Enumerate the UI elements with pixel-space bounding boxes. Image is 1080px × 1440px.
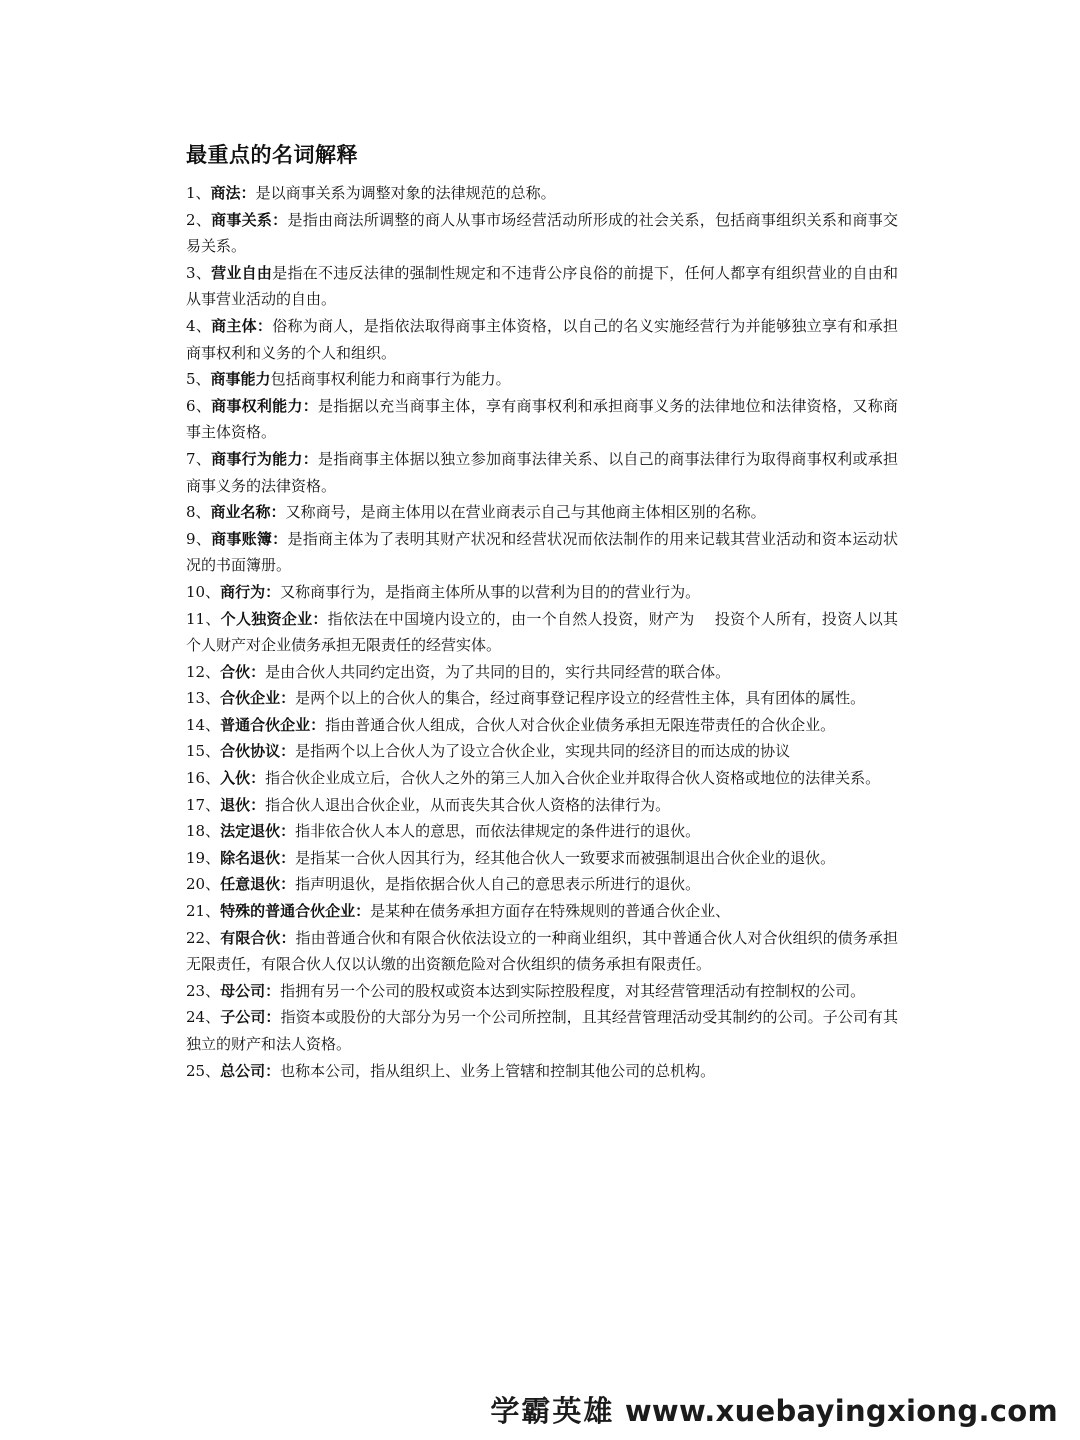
item-number: 7、 (186, 449, 212, 468)
definition-item (186, 579, 898, 606)
item-number: 11、 (186, 609, 221, 628)
item-definition: 指拥有另一个公司的股权或资本达到实际控股程度，对其经营管理活动有控制权的公司。 (280, 981, 866, 1000)
item-definition: 指合伙人退出合伙企业，从而丧失其合伙人资格的法律行为。 (265, 795, 671, 814)
item-term: 子公司： (220, 1008, 281, 1027)
item-number: 6、 (186, 396, 212, 415)
item-definition: 也称本公司，指从组织上、业务上管辖和控制其他公司的总机构。 (280, 1061, 716, 1080)
item-term: 商法： (210, 184, 256, 202)
item-definition: 又称商号，是商主体用以在营业商表示自己与其他商主体相区别的名称。 (285, 503, 766, 522)
definition-item (186, 925, 898, 978)
item-term: 商业名称： (210, 503, 286, 522)
item-number: 8、 (186, 503, 211, 522)
item-term: 商事权利能力： (211, 396, 318, 415)
item-number: 18、 (186, 822, 221, 841)
item-term: 特殊的普通合伙企业： (220, 902, 371, 921)
item-number: 20、 (186, 875, 221, 894)
definition-item (186, 978, 898, 1005)
item-number: 1、 (186, 184, 211, 202)
item-term: 有限合伙： (220, 928, 296, 947)
item-definition: 又称商事行为，是指商主体所从事的以营利为目的的营业行为。 (280, 582, 701, 601)
item-definition: 指依法在中国境内设立的，由一个自然人投资，财产为 投资个人所有，投资人以其个人财产对企业债务承担无限责任的经营实体。 (186, 609, 898, 655)
item-definition: 是两个以上的合伙人的集合，经过商事登记程序设立的经营性主体，具有团体的属性。 (295, 689, 866, 708)
item-definition: 是某种在债务承担方面存在特殊规则的普通合伙企业、 (370, 902, 731, 921)
item-term: 商行为： (220, 582, 281, 601)
item-definition: 是指某一合伙人因其行为，经其他合伙人一致要求而被强制退出合伙企业的退伙。 (295, 848, 836, 867)
item-number: 16、 (186, 769, 221, 788)
definition-item (186, 446, 898, 499)
definition-item (186, 659, 898, 686)
definition-item (186, 765, 898, 792)
item-term: 合伙企业： (220, 689, 296, 708)
definition-item (186, 207, 898, 260)
definition-item (186, 1058, 898, 1085)
item-term: 商事账簿： (211, 529, 288, 548)
definition-item (186, 871, 898, 898)
item-number: 9、 (186, 529, 212, 548)
item-definition: 是指商主体为了表明其财产状况和经营状况而依法制作的用来记载其营业活动和资本运动状况的书面簿册。 (186, 529, 898, 575)
definition-item (186, 1004, 898, 1057)
definition-item (186, 393, 898, 446)
item-number: 23、 (186, 981, 221, 1000)
item-term: 除名退伙： (220, 848, 296, 867)
item-term: 商事能力 (210, 370, 271, 389)
item-term: 个人独资企业： (220, 609, 328, 628)
definition-item (186, 606, 898, 659)
item-term: 母公司： (220, 981, 281, 1000)
item-number: 13、 (186, 689, 221, 708)
item-term: 合伙协议： (220, 742, 296, 761)
item-definition: 指合伙企业成立后，合伙人之外的第三人加入合伙企业并取得合伙人资格或地位的法律关系。 (265, 769, 881, 788)
definition-item (186, 818, 898, 845)
definition-item (186, 526, 898, 579)
item-term: 任意退伙： (220, 875, 296, 894)
document-page (186, 140, 898, 1084)
item-definition: 是指两个以上合伙人为了设立合伙企业，实现共同的经济目的而达成的协议 (295, 742, 791, 761)
definition-list (186, 180, 898, 1084)
item-term: 合伙： (220, 662, 266, 681)
item-number: 22、 (186, 928, 221, 947)
item-number: 21、 (186, 902, 221, 921)
item-number: 14、 (186, 715, 221, 734)
item-definition: 是指在不违反法律的强制性规定和不违背公序良俗的前提下，任何人都享有组织营业的自由和从事营业活动的自由。 (186, 263, 898, 309)
item-number: 15、 (186, 742, 221, 761)
watermark-brand: 学霸英雄 (490, 1394, 615, 1428)
document-title: 最重点的名词解释 (186, 143, 358, 167)
item-term: 营业自由 (211, 263, 273, 282)
item-definition: 是由合伙人共同约定出资，为了共同的目的，实行共同经营的联合体。 (265, 662, 731, 681)
definition-item (186, 898, 898, 925)
item-definition: 是指据以充当商事主体，享有商事权利和承担商事义务的法律地位和法律资格，又称商事主体资格。 (186, 396, 898, 442)
item-term: 商事行为能力： (211, 449, 318, 468)
item-definition: 是指由商法所调整的商人从事市场经营活动所形成的社会关系，包括商事组织关系和商事交易关系。 (186, 210, 898, 256)
item-definition: 指非依合伙人本人的意思，而依法律规定的条件进行的退伙。 (295, 822, 701, 841)
item-number: 19、 (186, 848, 221, 867)
item-definition: 指由普通合伙人组成，合伙人对合伙企业债务承担无限连带责任的合伙企业。 (325, 715, 836, 734)
definition-item (186, 260, 898, 313)
item-number: 10、 (186, 582, 221, 601)
item-term: 商事关系： (211, 210, 288, 229)
item-definition: 包括商事权利能力和商事行为能力。 (270, 370, 511, 389)
item-number: 25、 (186, 1061, 221, 1080)
definition-item (186, 845, 898, 872)
definition-item (186, 366, 898, 393)
item-definition: 俗称为商人，是指依法取得商事主体资格，以自己的名义实施经营行为并能够独立享有和承担商事权利和义务的个人和组织。 (186, 316, 898, 362)
item-term: 法定退伙： (220, 822, 296, 841)
item-definition: 指由普通合伙和有限合伙依法设立的一种商业组织，其中普通合伙人对合伙组织的债务承担无限责任，有限合伙人仅以认缴的出资额危险对合伙组织的债务承担有限责任。 (186, 928, 898, 974)
watermark-url: www.xuebayingxiong.com (624, 1394, 1058, 1428)
item-number: 4、 (186, 316, 212, 335)
item-number: 12、 (186, 662, 221, 681)
definition-item (186, 738, 898, 765)
definition-item (186, 499, 898, 526)
item-number: 17、 (186, 795, 221, 814)
item-term: 商主体： (211, 316, 273, 335)
definition-item (186, 313, 898, 366)
item-definition: 指声明退伙，是指依据合伙人自己的意思表示所进行的退伙。 (295, 875, 701, 894)
item-number: 2、 (186, 210, 212, 229)
item-definition: 指资本或股份的大部分为另一个公司所控制，且其经营管理活动受其制约的公司。子公司有其独立的财产和法人资格。 (186, 1008, 898, 1053)
item-number: 5、 (186, 370, 211, 389)
definition-item (186, 685, 898, 712)
item-number: 3、 (186, 263, 212, 282)
item-term: 退伙： (220, 795, 266, 814)
definition-item (186, 792, 898, 819)
item-definition: 是以商事关系为调整对象的法律规范的总称。 (255, 184, 556, 202)
item-term: 入伙： (220, 769, 266, 788)
definition-item (186, 712, 898, 739)
item-definition: 是指商事主体据以独立参加商事法律关系、以自己的商事法律行为取得商事权利或承担商事义务的法律资格。 (186, 449, 898, 495)
item-term: 总公司： (220, 1061, 281, 1080)
item-number: 24、 (186, 1008, 221, 1027)
site-watermark (490, 1389, 1058, 1430)
item-term: 普通合伙企业： (220, 715, 326, 734)
definition-item (186, 180, 898, 207)
